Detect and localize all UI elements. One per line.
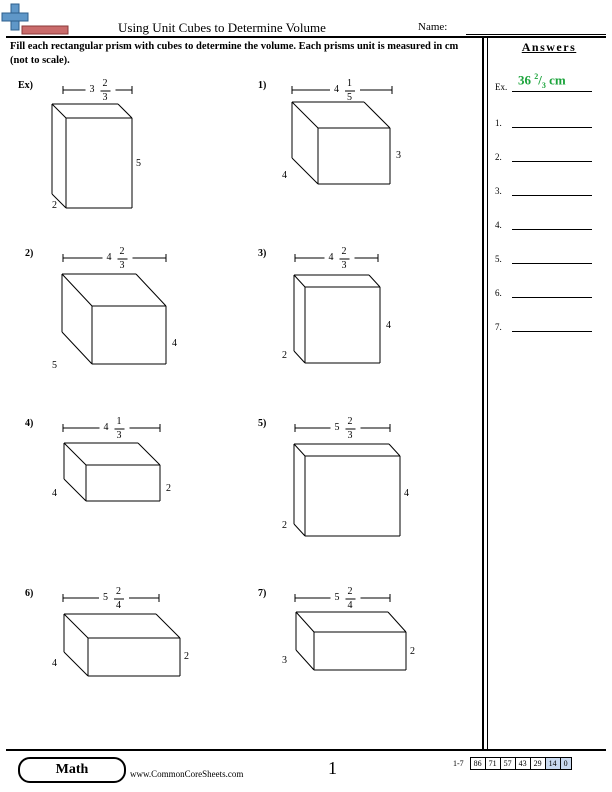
height-label: 4	[172, 338, 177, 349]
prism-edge	[294, 444, 305, 456]
instructions: Fill each rectangular prism with cubes to determine the volume. Each prisms unit is measured in cm (not to scale).	[10, 41, 459, 66]
width-numerator: 2	[116, 586, 121, 597]
prism-edge	[292, 102, 318, 128]
answer-field[interactable]	[512, 195, 592, 196]
prism-edge	[364, 102, 390, 128]
subject-badge: Math	[18, 757, 126, 783]
bottom-divider	[6, 749, 606, 751]
width-denominator: 3	[119, 260, 125, 271]
answer-field[interactable]	[512, 331, 592, 332]
answers-title: Answers	[521, 40, 577, 54]
depth-label: 4	[52, 488, 57, 499]
width-numerator: 2	[341, 246, 347, 257]
worksheet-title: Using Unit Cubes to Determine Volume	[118, 20, 326, 35]
problem-label: Ex)	[18, 80, 33, 91]
width-whole: 5	[103, 592, 108, 603]
width-numerator: 1	[116, 416, 122, 427]
score-cell: 43	[515, 758, 530, 770]
height-label: 4	[404, 488, 409, 499]
site-url: www.CommonCoreSheets.com	[130, 769, 244, 779]
logo-bar	[22, 26, 68, 34]
prism-edge	[296, 612, 314, 632]
answer-example-value: 36 $^2/_3$ cm	[518, 72, 566, 90]
answer-field[interactable]	[512, 229, 592, 230]
height-label: 5	[136, 158, 141, 169]
width-whole: 5	[334, 592, 340, 603]
height-label: 2	[166, 483, 171, 494]
score-cell: 86	[470, 758, 485, 770]
prism-edge	[156, 614, 180, 638]
answer-field[interactable]	[512, 161, 592, 162]
prism-edge	[62, 332, 92, 364]
depth-label: 4	[282, 170, 287, 181]
problem-label: 2)	[25, 248, 34, 259]
top-divider	[6, 36, 606, 38]
prism-edge	[388, 612, 406, 632]
width-denominator: 5	[347, 92, 352, 103]
answer-field[interactable]	[512, 297, 592, 298]
width-numerator: 2	[347, 416, 353, 427]
depth-label: 3	[282, 655, 287, 666]
prism-edge	[62, 274, 92, 306]
prism-edge	[294, 524, 305, 536]
height-label: 4	[386, 320, 391, 331]
prism-edge	[369, 275, 380, 287]
width-numerator: 2	[347, 586, 353, 597]
problem-label: 1)	[258, 80, 267, 91]
name-label: Name:	[418, 21, 448, 33]
prism-edge	[64, 614, 88, 638]
page-number: 1	[328, 758, 337, 778]
prism-edge	[294, 351, 305, 363]
prism-edge	[118, 104, 132, 118]
width-whole: 4	[328, 252, 334, 263]
prism-edge	[296, 650, 314, 670]
prism-edge	[52, 104, 66, 118]
width-numerator: 2	[102, 78, 108, 89]
width-denominator: 3	[116, 430, 122, 441]
width-denominator: 3	[341, 260, 347, 271]
width-denominator: 4	[116, 600, 121, 611]
prism-edge	[389, 444, 400, 456]
prism-edge	[64, 652, 88, 676]
prism-edge	[292, 158, 318, 184]
width-denominator: 4	[347, 600, 353, 611]
problem-label: 3)	[258, 248, 267, 259]
score-table	[450, 757, 572, 770]
answer-example-label: Ex.	[495, 82, 508, 92]
width-whole: 5	[334, 422, 340, 433]
width-whole: 3	[89, 84, 95, 95]
answer-field[interactable]	[512, 127, 592, 128]
problem-label: 5)	[258, 418, 267, 429]
score-range: 1-7	[453, 759, 464, 768]
width-whole: 4	[334, 84, 339, 95]
depth-label: 2	[52, 200, 57, 211]
prism-edge	[64, 443, 86, 465]
depth-label: 5	[52, 360, 57, 371]
width-whole: 4	[106, 252, 112, 263]
answer-label: 2.	[495, 152, 502, 162]
score-cell: 14	[545, 758, 560, 770]
width-numerator: 2	[119, 246, 125, 257]
prism-edge	[294, 275, 305, 287]
depth-label: 4	[52, 658, 57, 669]
prism-edge	[64, 479, 86, 501]
height-label: 2	[410, 646, 415, 657]
score-cell: 57	[500, 758, 515, 770]
answer-label: 5.	[495, 254, 502, 264]
problem-label: 4)	[25, 418, 34, 429]
problem-label: 6)	[25, 588, 34, 599]
score-cell: 29	[530, 758, 545, 770]
width-numerator: 1	[347, 78, 352, 89]
answer-example-line	[512, 91, 592, 92]
answer-label: 1.	[495, 118, 502, 128]
score-cell: 71	[485, 758, 500, 770]
answer-label: 4.	[495, 220, 502, 230]
column-divider-inner	[487, 37, 488, 749]
answer-label: 7.	[495, 322, 502, 332]
answer-label: 3.	[495, 186, 502, 196]
depth-label: 2	[282, 520, 287, 531]
column-divider	[482, 37, 484, 749]
name-field[interactable]	[466, 34, 606, 35]
height-label: 2	[184, 651, 189, 662]
width-denominator: 3	[102, 92, 108, 103]
prism-edge	[136, 274, 166, 306]
height-label: 3	[396, 150, 401, 161]
problem-label: 7)	[258, 588, 267, 599]
answer-label: 6.	[495, 288, 502, 298]
depth-label: 2	[282, 350, 287, 361]
answer-field[interactable]	[512, 263, 592, 264]
width-denominator: 3	[347, 430, 353, 441]
score-cell: 0	[560, 758, 571, 770]
prism-edge	[138, 443, 160, 465]
width-whole: 4	[103, 422, 109, 433]
